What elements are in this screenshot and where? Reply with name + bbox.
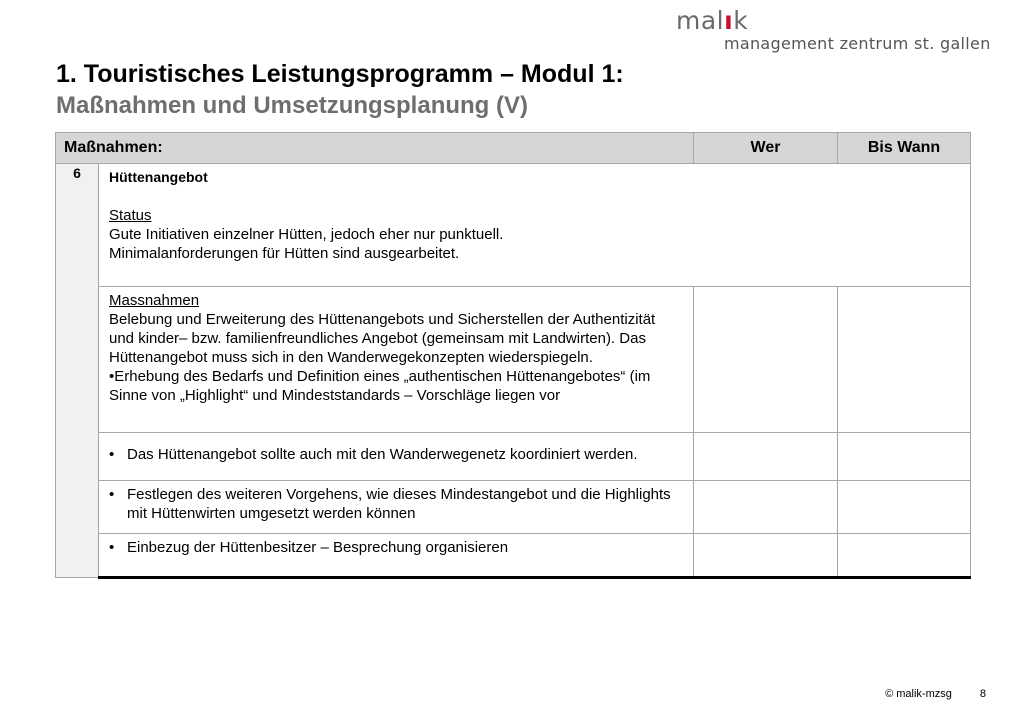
page-number: 8 bbox=[979, 688, 986, 700]
logo-mark-end: k bbox=[733, 6, 749, 35]
who-cell bbox=[694, 433, 838, 481]
status-line: Gute Initiativen einzelner Hütten, jedoch eher nur punktuell. bbox=[109, 226, 504, 243]
status-label: Status bbox=[109, 207, 152, 224]
who-cell bbox=[694, 481, 838, 534]
bullet-text: Festlegen des weiteren Vorgehens, wie dieses Mindestangebot und die Highlights mit Hüttenwirten umgesetzt werden können bbox=[127, 486, 671, 522]
until-cell bbox=[838, 534, 971, 578]
status-line: Minimalanforderungen für Hütten sind ausgearbeitet. bbox=[109, 245, 460, 262]
table-row bbox=[56, 534, 971, 578]
slide-title: 1. Touristisches Leistungsprogramm – Modul 1: bbox=[56, 60, 624, 88]
header-who: Wer bbox=[694, 133, 838, 164]
measures-paragraph: Belebung und Erweiterung des Hüttenangebots und Sicherstellen der Authentizität und kinder– bzw. familienfreundliches Angebot (gemeinsam mit Landwirten). Das Hüttenangebot muss sich in den Wanderwegekonzepten wiederspiegeln. bbox=[109, 311, 656, 366]
bullet-dot: • bbox=[109, 539, 115, 556]
who-cell bbox=[694, 287, 838, 433]
table-row bbox=[56, 481, 971, 534]
bullet-cell bbox=[99, 534, 694, 578]
logo-subtitle: management zentrum st. gallen bbox=[724, 34, 991, 53]
logo-mark-bar: ı bbox=[724, 6, 734, 35]
logo-mark bbox=[676, 6, 748, 36]
copyright: © malik-mzsg bbox=[885, 688, 952, 700]
table-row bbox=[56, 164, 971, 287]
who-cell bbox=[694, 534, 838, 578]
bullet-text: Einbezug der Hüttenbesitzer – Besprechung organisieren bbox=[127, 539, 509, 556]
measures-label: Massnahmen bbox=[109, 292, 200, 309]
until-cell bbox=[838, 433, 971, 481]
footer bbox=[885, 688, 986, 700]
measures-paragraph: •Erhebung des Bedarfs und Definition eines „authentischen Hüttenangebotes“ (im Sinne von „Highlight“ und Mindeststandards – Vorschläge liegen vor bbox=[109, 368, 651, 404]
section-status bbox=[99, 164, 971, 287]
until-cell bbox=[838, 481, 971, 534]
logo bbox=[676, 6, 748, 36]
logo-mark-start: mal bbox=[676, 6, 725, 35]
section-measures bbox=[99, 287, 694, 433]
slide-subtitle: Maßnahmen und Umsetzungsplanung (V) bbox=[56, 92, 528, 119]
table-row bbox=[56, 287, 971, 433]
bullet-cell bbox=[99, 433, 694, 481]
row-number: 6 bbox=[56, 164, 99, 578]
bullet-dot: • bbox=[109, 446, 115, 463]
header-measures: Maßnahmen: bbox=[56, 133, 694, 164]
bullet-cell bbox=[99, 481, 694, 534]
header-until: Bis Wann bbox=[838, 133, 971, 164]
table-header-row bbox=[56, 133, 971, 164]
section-heading: Hüttenangebot bbox=[109, 169, 208, 185]
until-cell bbox=[838, 287, 971, 433]
table-row bbox=[56, 433, 971, 481]
bullet-dot: • bbox=[109, 486, 115, 503]
bullet-text: Das Hüttenangebot sollte auch mit den Wanderwegenetz koordiniert werden. bbox=[127, 446, 638, 463]
measures-table bbox=[55, 132, 971, 579]
